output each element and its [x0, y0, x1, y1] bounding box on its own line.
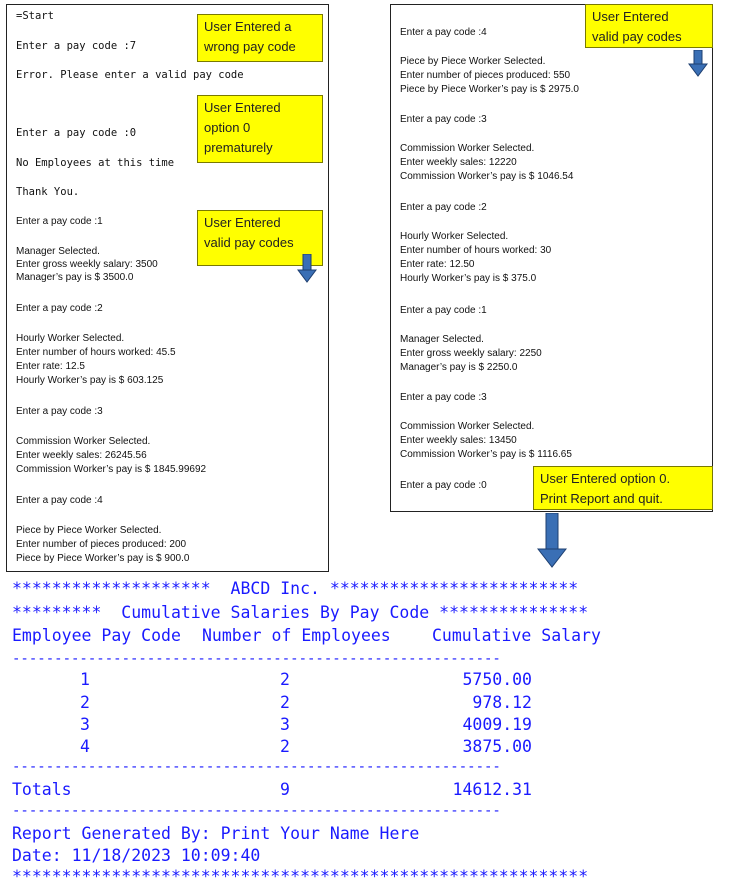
left-console-window	[6, 4, 329, 572]
row-employees: 2	[280, 670, 290, 689]
console-line: Hourly Worker’s pay is $ 603.125	[16, 375, 164, 386]
console-line: Enter a pay code :7	[16, 40, 137, 52]
console-line: Enter a pay code :2	[16, 303, 103, 314]
callout-text: Print Report and quit.	[540, 491, 663, 506]
console-line: Hourly Worker’s pay is $ 375.0	[400, 273, 537, 284]
console-line: Enter weekly sales: 13450	[400, 435, 517, 446]
console-line: Commission Worker’s pay is $ 1845.99692	[16, 464, 207, 475]
divider-line: ----------------------------------------------------------	[12, 759, 501, 775]
console-line: Enter a pay code :1	[400, 305, 487, 316]
console-line: Hourly Worker Selected.	[16, 333, 125, 344]
report-title-line: ******************** ABCD Inc. *************************	[12, 579, 579, 598]
console-line: Commission Worker’s pay is $ 1116.65	[400, 449, 572, 460]
console-line: Enter number of hours worked: 30	[400, 245, 552, 256]
console-line: Enter number of pieces produced: 550	[400, 70, 571, 81]
row-employees: 2	[280, 693, 290, 712]
console-line: Enter a pay code :3	[16, 406, 103, 417]
console-line: Piece by Piece Worker Selected.	[16, 525, 162, 536]
row-pay-code: 4	[80, 737, 90, 756]
row-employees: 2	[280, 737, 290, 756]
console-line: Enter a pay code :0	[16, 127, 137, 139]
callout-text: valid pay codes	[592, 29, 682, 44]
console-line: Enter a pay code :3	[400, 114, 487, 125]
console-line: Hourly Worker Selected.	[400, 231, 509, 242]
console-line: Commission Worker’s pay is $ 1046.54	[400, 171, 574, 182]
console-line: Enter a pay code :3	[400, 392, 487, 403]
callout-text: User Entered	[204, 100, 281, 115]
console-line: Manager Selected.	[400, 334, 484, 345]
totals-label: Totals	[12, 780, 72, 799]
column-header-employees: Number of Employees	[202, 626, 391, 645]
generated-by-line: Report Generated By: Print Your Name Here	[12, 824, 420, 843]
totals-salary: 14612.31	[452, 780, 532, 799]
console-line: =Start	[16, 10, 54, 22]
console-line: Piece by Piece Worker’s pay is $ 2975.0	[400, 84, 579, 95]
down-arrow-icon	[297, 254, 317, 284]
console-line: Commission Worker Selected.	[400, 421, 535, 432]
console-line: Enter gross weekly salary: 2250	[400, 348, 542, 359]
down-arrow-icon	[688, 50, 708, 78]
console-line: Enter a pay code :2	[400, 202, 487, 213]
console-line: Manager Selected.	[16, 246, 100, 257]
console-line: Manager’s pay is $ 2250.0	[400, 362, 518, 373]
console-line: Manager’s pay is $ 3500.0	[16, 272, 134, 283]
report-output	[0, 575, 749, 886]
callout-note	[585, 4, 713, 48]
console-line: No Employees at this time	[16, 157, 175, 169]
right-console-window	[390, 4, 713, 512]
callout-note	[197, 14, 323, 62]
console-line: Commission Worker Selected.	[400, 143, 535, 154]
down-arrow-icon	[537, 513, 567, 569]
row-salary: 4009.19	[462, 715, 532, 734]
console-line: Enter a pay code :4	[16, 495, 103, 506]
callout-text: option 0	[204, 120, 251, 135]
date-line: Date: 11/18/2023 10:09:40	[12, 846, 261, 865]
console-line: Enter number of pieces produced: 200	[16, 539, 187, 550]
callout-note	[533, 466, 713, 510]
totals-employees: 9	[280, 780, 290, 799]
row-pay-code: 3	[80, 715, 90, 734]
console-line: Piece by Piece Worker’s pay is $ 900.0	[16, 553, 190, 564]
callout-text: valid pay codes	[204, 235, 294, 250]
callout-text: User Entered	[204, 215, 281, 230]
row-employees: 3	[280, 715, 290, 734]
console-line: Enter rate: 12.50	[400, 259, 475, 270]
console-line: Piece by Piece Worker Selected.	[400, 56, 546, 67]
console-line: Enter weekly sales: 12220	[400, 157, 517, 168]
console-line: Enter a pay code :1	[16, 216, 103, 227]
row-salary: 3875.00	[462, 737, 532, 756]
console-line: Enter weekly sales: 26245.56	[16, 450, 147, 461]
row-salary: 5750.00	[462, 670, 532, 689]
callout-text: User Entered a	[204, 19, 292, 34]
console-line: Enter gross weekly salary: 3500	[16, 259, 158, 270]
column-header-salary: Cumulative Salary	[432, 626, 601, 645]
callout-text: prematurely	[204, 140, 273, 155]
callout-text: User Entered option 0.	[540, 471, 671, 486]
report-bottom-line: **********************************************************	[12, 867, 589, 886]
row-pay-code: 2	[80, 693, 90, 712]
divider-line: ----------------------------------------------------------	[12, 803, 501, 819]
column-header-pay-code: Employee Pay Code	[12, 626, 181, 645]
console-line: Enter a pay code :0	[400, 480, 487, 491]
console-line: Thank You.	[16, 186, 80, 198]
console-line: Error. Please enter a valid pay code	[16, 69, 244, 81]
row-pay-code: 1	[80, 670, 90, 689]
divider-line: ----------------------------------------------------------	[12, 651, 501, 667]
callout-text: User Entered	[592, 9, 669, 24]
callout-text: wrong pay code	[204, 39, 296, 54]
console-line: Commission Worker Selected.	[16, 436, 151, 447]
console-line: Enter number of hours worked: 45.5	[16, 347, 176, 358]
console-line: Enter rate: 12.5	[16, 361, 85, 372]
console-line: Enter a pay code :4	[400, 27, 487, 38]
report-subtitle-line: ********* Cumulative Salaries By Pay Code ***************	[12, 603, 589, 622]
callout-note	[197, 95, 323, 163]
row-salary: 978.12	[472, 693, 532, 712]
